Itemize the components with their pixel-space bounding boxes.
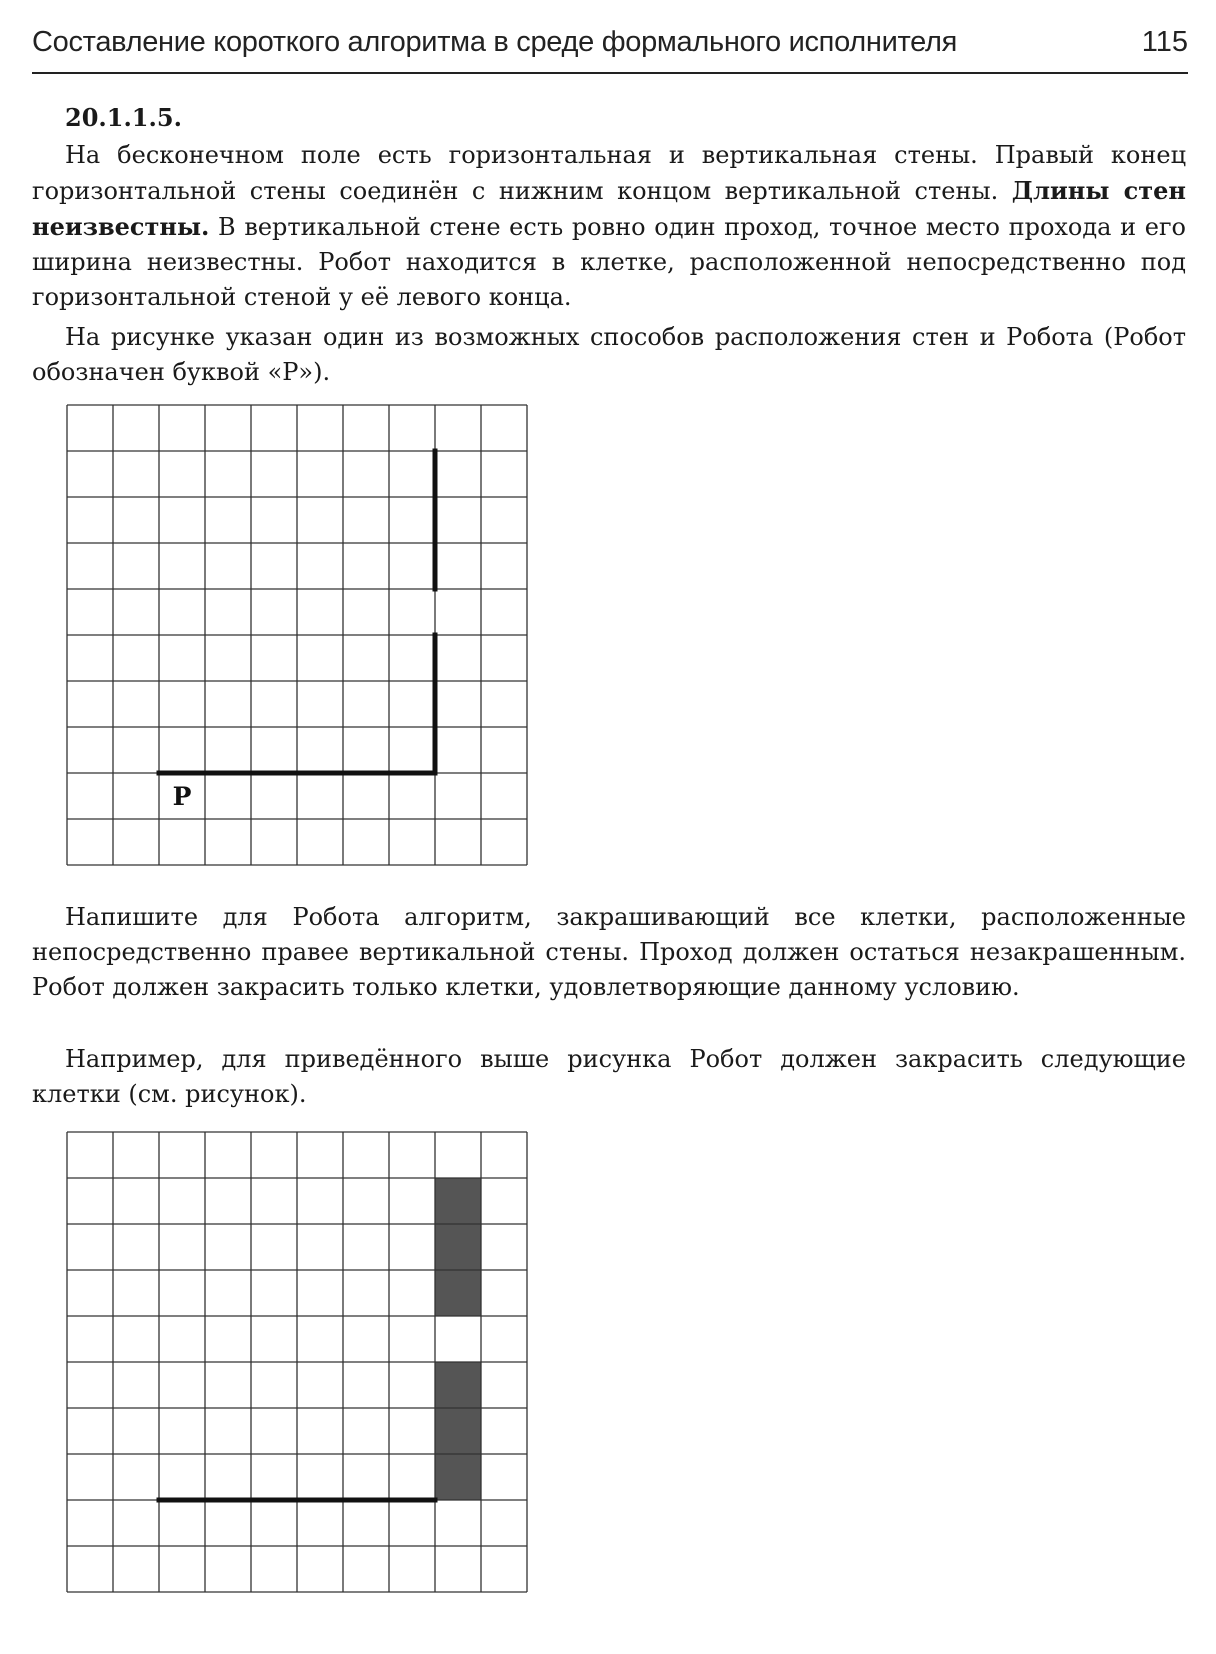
robot-marker: Р — [172, 782, 192, 811]
shaded-cell — [435, 1408, 481, 1454]
task-statement: Напишите для Робота алгоритм, закрашивающий все клетки, расположенные непосредственно правее вертикальной стены. Проход должен остаться незакрашенным. Робот должен закрасить только клетки, удовлетворяющие данному условию. — [32, 903, 1186, 1001]
shaded-cell — [435, 1270, 481, 1316]
problem-statement — [32, 138, 1186, 315]
figure-intro: На рисунке указан один из возможных способов расположения стен и Робота (Робот обозначен буквой «Р»). — [32, 323, 1186, 386]
shaded-cell — [435, 1224, 481, 1270]
statement-bold: Длины стен неизвестны. — [32, 176, 1186, 241]
shaded-cell — [435, 1362, 481, 1408]
shaded-cell — [435, 1178, 481, 1224]
example-field-grid — [64, 402, 530, 868]
answer-field-grid — [64, 1129, 530, 1595]
page-header — [32, 22, 1188, 74]
statement-part-2: В вертикальной стене есть ровно один проход, точное место прохода и его ширина неизвестны. Робот находится в клетке, расположенной непосредственно под горизонтальной стеной у её левого конца. — [32, 213, 1186, 311]
page-number: 115 — [1141, 26, 1188, 58]
statement-part-1: На бесконечном поле есть горизонтальная и вертикальная стены. Правый конец горизонтальной стены соединён с нижним концом вертикальной стены. — [32, 141, 1186, 205]
shaded-cell — [435, 1454, 481, 1500]
chapter-title: Составление короткого алгоритма в среде формального исполнителя — [32, 26, 958, 58]
example-intro: Например, для приведённого выше рисунка Робот должен закрасить следующие клетки (см. рисунок). — [32, 1045, 1186, 1108]
problem-number: 20.1.1.5. — [65, 103, 182, 132]
